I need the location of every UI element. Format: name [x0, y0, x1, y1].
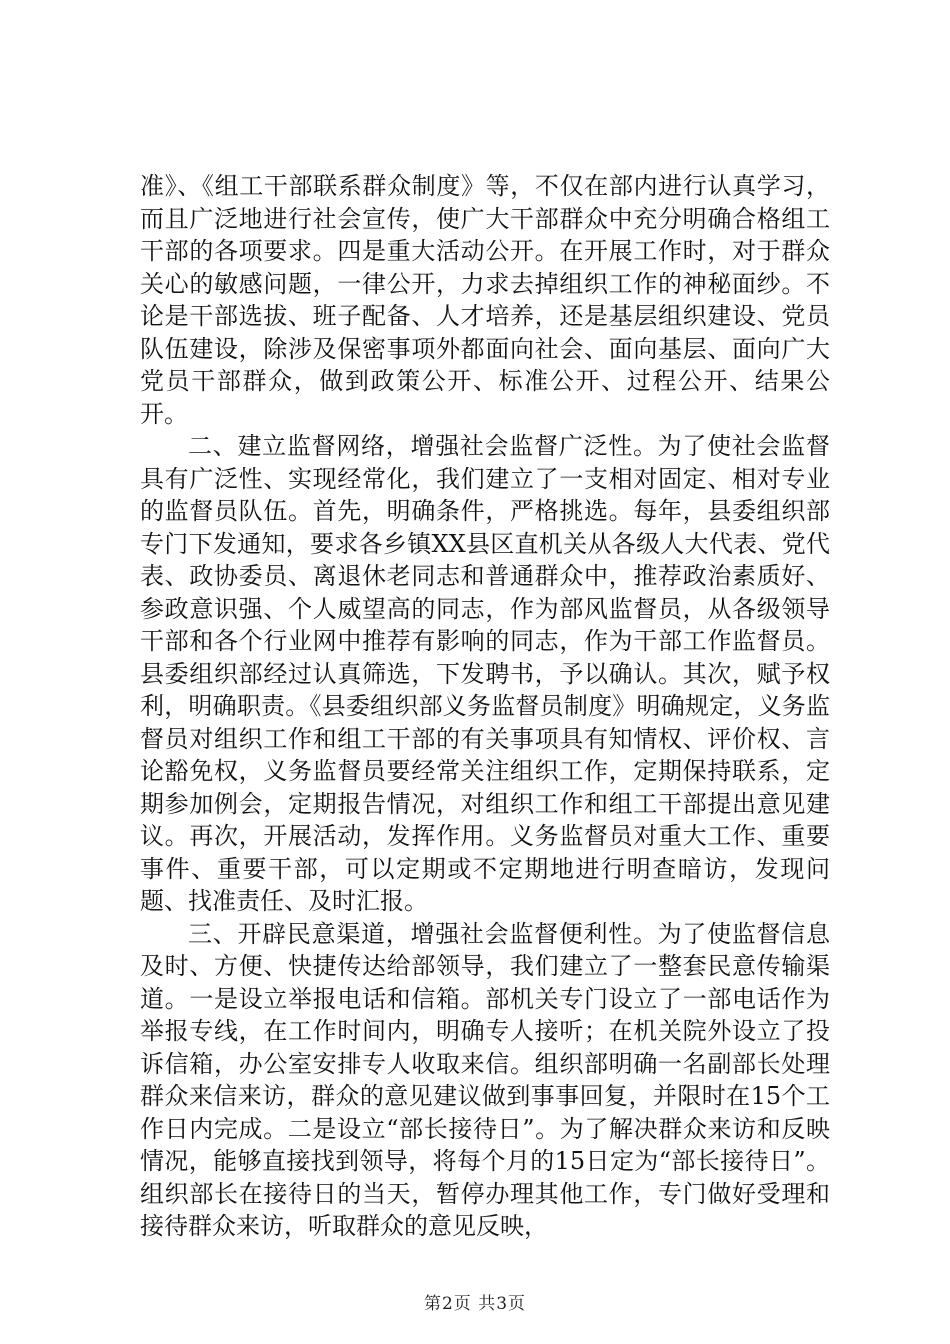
document-body	[140, 170, 830, 1243]
paragraph-1: 准》、《组工干部联系群众制度》等，不仅在部内进行认真学习，而且广泛地进行社会宣传，使广大干部群众中充分明确合格组工干部的各项要求。四是重大活动公开。在开展工作时，对于群众关心的敏感问题，一律公开，力求去掉组织工作的神秘面纱。不论是干部选拔、班子配备、人才培养，还是基层组织建设、党员队伍建设，除涉及保密事项外都面向社会、面向基层、面向广大党员干部群众，做到政策公开、标准公开、过程公开、结果公开。	[140, 172, 830, 428]
page-footer: 第2页 共3页	[423, 1294, 527, 1314]
paragraph-3: 三、开辟民意渠道，增强社会监督便利性。为了使监督信息及时、方便、快捷传达给部领导，我们建立了一整套民意传输渠道。一是设立举报电话和信箱。部机关专门设立了一部电话作为举报专线，在工作时间内，明确专人接听；在机关院外设立了投诉信箱，办公室安排专人收取来信。组织部明确一名副部长处理群众来信来访，群众的意见建议做到事事回复，并限时在15个工作日内完成。二是设立“部长接待日”。为了解决群众来访和反映情况，能够直接找到领导，将每个月的15日定为“部长接待日”。组织部长在接待日的当天，暂停办理其他工作，专门做好受理和接待群众来访，听取群众的意见反映，	[140, 919, 830, 1240]
paragraph-2: 二、建立监督网络，增强社会监督广泛性。为了使社会监督具有广泛性、实现经常化，我们建立了一支相对固定、相对专业的监督员队伍。首先，明确条件，严格挑选。每年，县委组织部专门下发通知，要求各乡镇XX县区直机关从各级人大代表、党代表、政协委员、离退休老同志和普通群众中，推荐政治素质好、参政意识强、个人威望高的同志，作为部风监督员，从各级领导干部和各个行业网中推荐有影响的同志，作为干部工作监督员。县委组织部经过认真筛选，下发聘书，予以确认。其次，赋予权利，明确职责。《县委组织部义务监督员制度》明确规定，义务监督员对组织工作和组工干部的有关事项具有知情权、评价权、言论豁免权，义务监督员要经常关注组织工作，定期保持联系，定期参加例会，定期报告情况，对组织工作和组工干部提出意见建议。再次，开展活动，发挥作用。义务监督员对重大工作、重要事件、重要干部，可以定期或不定期地进行明查暗访，发现问题、找准责任、及时汇报。	[140, 432, 830, 915]
